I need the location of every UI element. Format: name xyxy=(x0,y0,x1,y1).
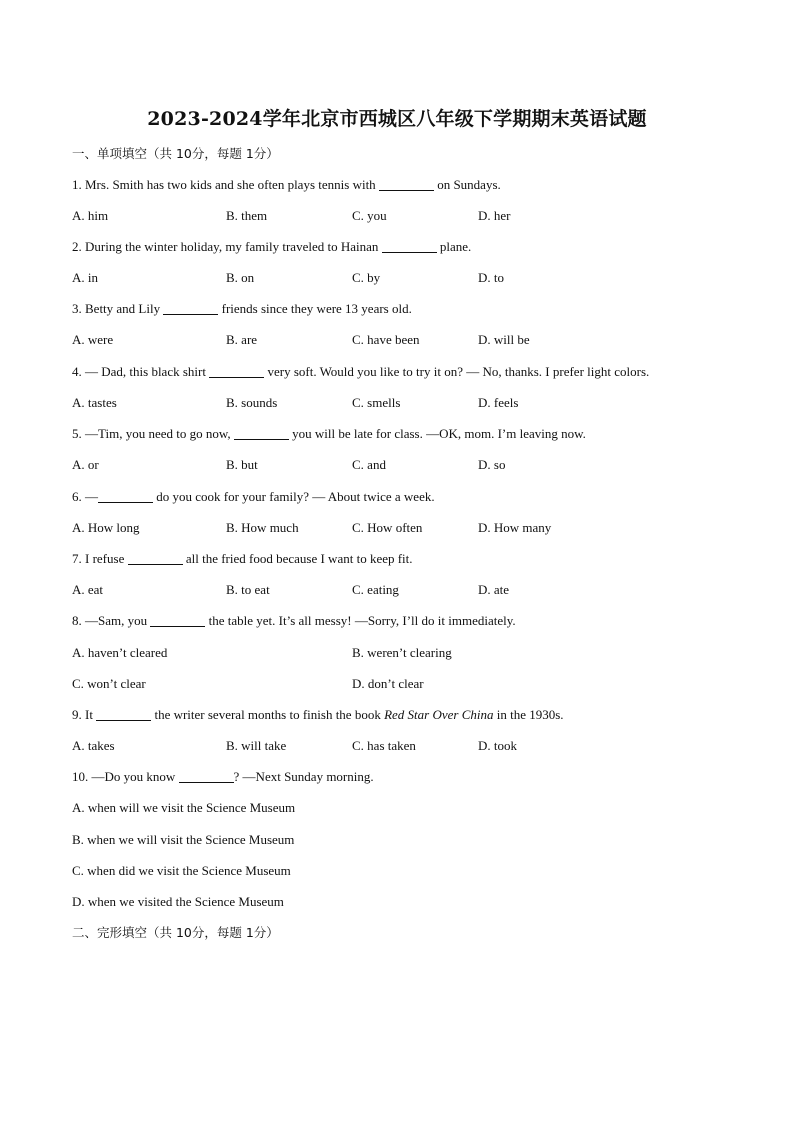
question-5 xyxy=(72,426,586,442)
question-text: all the fried food because I want to keep fit. xyxy=(185,551,413,566)
answer-blank xyxy=(150,614,205,627)
question-1 xyxy=(72,177,501,193)
q2-option-a: A. in xyxy=(72,270,98,285)
q1-option-d: D. her xyxy=(478,208,511,223)
q9-option-a: A. takes xyxy=(72,738,115,753)
question-text: you will be late for class. —OK, mom. I’m leaving now. xyxy=(292,426,586,441)
q6-option-d: D. How many xyxy=(478,520,552,535)
question-9 xyxy=(72,707,564,723)
question-4 xyxy=(72,364,649,380)
question-text: the table yet. It’s all messy! —Sorry, I’ll do it immediately. xyxy=(208,613,516,628)
q7-option-a: A. eat xyxy=(72,582,104,597)
q5-option-b: B. but xyxy=(226,457,258,472)
answer-blank xyxy=(382,240,437,253)
question-text: 2. During the winter holiday, my family traveled to Hainan xyxy=(72,239,379,254)
question-text: 1. Mrs. Smith has two kids and she often plays tennis with xyxy=(72,177,376,192)
q1-option-c: C. you xyxy=(352,208,387,223)
question-text: very soft. Would you like to try it on? — No, thanks. I prefer light colors. xyxy=(267,364,650,379)
q10-option-c: C. when did we visit the Science Museum xyxy=(72,863,291,878)
q1-option-a: A. him xyxy=(72,208,109,223)
answer-blank xyxy=(179,770,234,783)
question-text: on Sundays. xyxy=(437,177,501,192)
q3-option-b: B. are xyxy=(226,332,258,347)
answer-blank xyxy=(234,427,289,440)
q7-option-d: D. ate xyxy=(478,582,510,597)
q2-option-d: D. to xyxy=(478,270,504,285)
question-10 xyxy=(72,769,374,785)
q6-option-c: C. How often xyxy=(352,520,423,535)
question-text: do you cook for your family? — About twice a week. xyxy=(156,489,435,504)
q3-option-a: A. were xyxy=(72,332,114,347)
question-6 xyxy=(72,489,435,505)
q9-option-c: C. has taken xyxy=(352,738,416,753)
question-text: 5. —Tim, you need to go now, xyxy=(72,426,231,441)
q3-option-d: D. will be xyxy=(478,332,530,347)
q10-option-a: A. when will we visit the Science Museum xyxy=(72,800,296,815)
question-text: 10. —Do you know xyxy=(72,769,176,784)
question-8 xyxy=(72,613,516,629)
q8-option-d: D. don’t clear xyxy=(352,676,424,691)
q10-option-b: B. when we will visit the Science Museum xyxy=(72,832,295,847)
q5-option-a: A. or xyxy=(72,457,99,472)
q9-option-b: B. will take xyxy=(226,738,287,753)
question-text: plane. xyxy=(439,239,472,254)
question-text: 6. — xyxy=(72,489,98,504)
q7-option-b: B. to eat xyxy=(226,582,270,597)
answer-blank xyxy=(98,490,153,503)
q6-option-b: B. How much xyxy=(226,520,299,535)
q8-option-c: C. won’t clear xyxy=(72,676,146,691)
question-text: friends since they were 13 years old. xyxy=(221,301,412,316)
question-text: 7. I refuse xyxy=(72,551,125,566)
page-title: 2023-2024学年北京市西城区八年级下学期期末英语试题 xyxy=(147,108,647,130)
q4-option-b: B. sounds xyxy=(226,395,278,410)
question-text: 4. — Dad, this black shirt xyxy=(72,364,206,379)
question-text: 8. —Sam, you xyxy=(72,613,148,628)
answer-blank xyxy=(96,708,151,721)
section-heading-1: 一、单项填空（共 10分，每题 1分） xyxy=(72,146,279,161)
question-3 xyxy=(72,301,412,317)
q4-option-c: C. smells xyxy=(352,395,401,410)
q1-option-b: B. them xyxy=(226,208,268,223)
question-text: ? —Next Sunday morning. xyxy=(233,769,374,784)
question-text: in the 1930s. xyxy=(496,707,564,722)
question-2 xyxy=(72,239,471,255)
answer-blank xyxy=(209,365,264,378)
q2-option-c: C. by xyxy=(352,270,381,285)
q3-option-c: C. have been xyxy=(352,332,420,347)
section-heading-2: 二、完形填空（共 10分，每题 1分） xyxy=(72,925,279,940)
q6-option-a: A. How long xyxy=(72,520,140,535)
question-text: the writer several months to finish the book xyxy=(154,707,381,722)
book-title: Red Star Over China xyxy=(384,707,494,722)
q5-option-c: C. and xyxy=(352,457,386,472)
question-text: 3. Betty and Lily xyxy=(72,301,161,316)
answer-blank xyxy=(379,178,434,191)
question-7 xyxy=(72,551,413,567)
q7-option-c: C. eating xyxy=(352,582,399,597)
question-text: 9. It xyxy=(72,707,93,722)
q9-option-d: D. took xyxy=(478,738,517,753)
q8-option-a: A. haven’t cleared xyxy=(72,645,168,660)
q4-option-a: A. tastes xyxy=(72,395,117,410)
q4-option-d: D. feels xyxy=(478,395,519,410)
answer-blank xyxy=(163,302,218,315)
q5-option-d: D. so xyxy=(478,457,506,472)
q8-option-b: B. weren’t clearing xyxy=(352,645,452,660)
q10-option-d: D. when we visited the Science Museum xyxy=(72,894,284,909)
q2-option-b: B. on xyxy=(226,270,255,285)
answer-blank xyxy=(128,552,183,565)
